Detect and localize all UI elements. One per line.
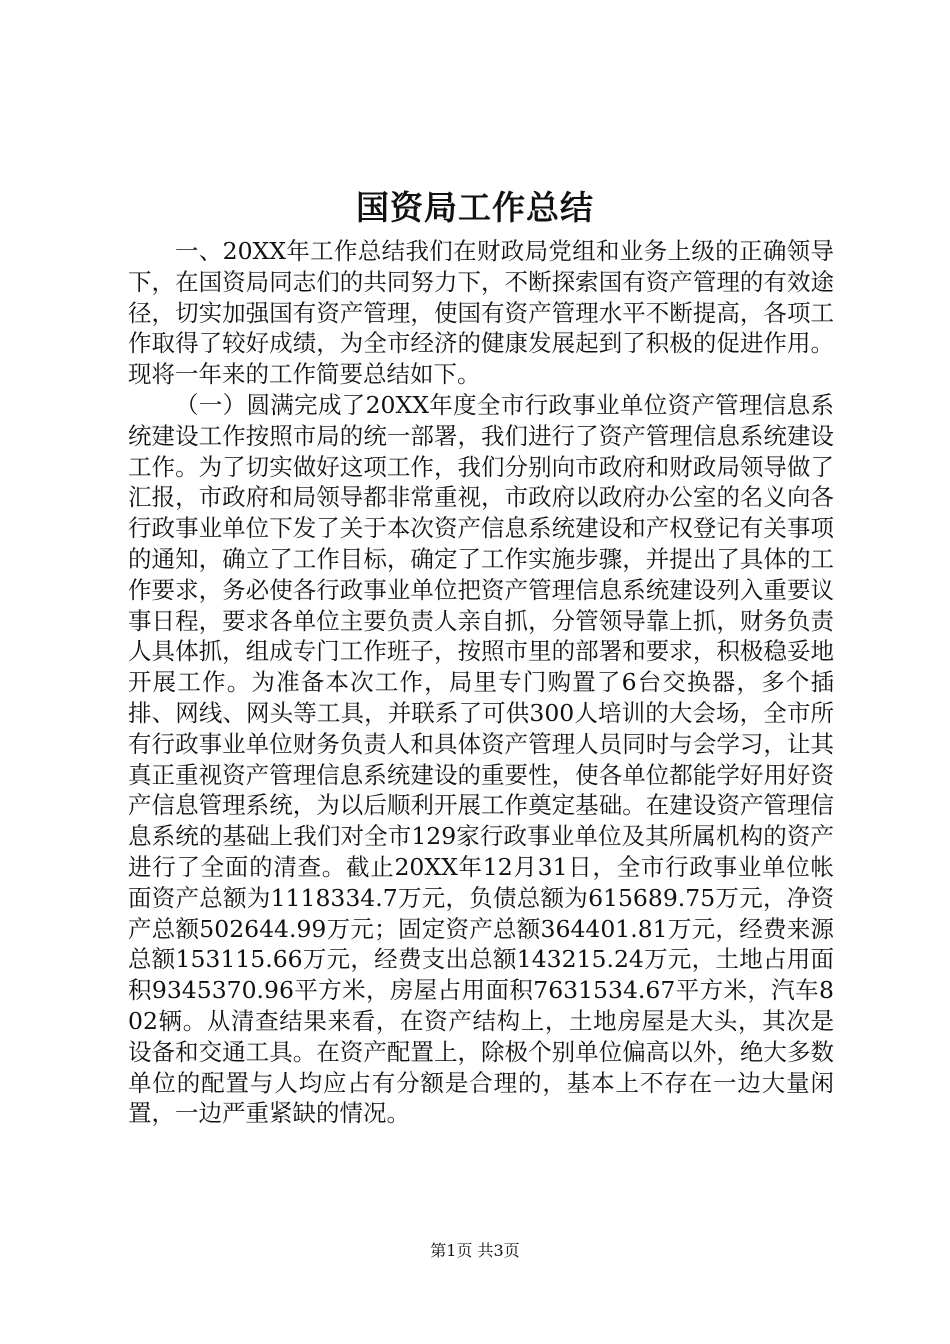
document-body [128,236,834,1129]
paragraph-intro: 一、20XX年工作总结我们在财政局党组和业务上级的正确领导下，在国资局同志们的共同努力下，不断探索国有资产管理的有效途径，切实加强国有资产管理，使国有资产管理水平不断提高，各项工作取得了较好成绩，为全市经济的健康发展起到了积极的促进作用。现将一年来的工作简要总结如下。 [128,237,834,389]
document-title: 国资局工作总结 [356,188,594,227]
paragraph-section-1: （一）圆满完成了20XX年度全市行政事业单位资产管理信息系统建设工作按照市局的统一部署，我们进行了资产管理信息系统建设工作。为了切实做好这项工作，我们分别向市政府和财政局领导做了汇报，市政府和局领导都非常重视，市政府以政府办公室的名义向各行政事业单位下发了关于本次资产信息系统建设和产权登记有关事项的通知，确立了工作目标，确定了工作实施步骤，并提出了具体的工作要求，务必使各行政事业单位把资产管理信息系统建设列入重要议事日程，要求各单位主要负责人亲自抓，分管领导靠上抓，财务负责人具体抓，组成专门工作班子，按照市里的部署和要求，积极稳妥地开展工作。为准备本次工作，局里专门购置了6台交换器，多个插排、网线、网头等工具，并联系了可供300人培训的大会场，全市所有行政事业单位财务负责人和具体资产管理人员同时与会学习，让其真正重视资产管理信息系统建设的重要性，使各单位都能学好用好资产信息管理系统，为以后顺利开展工作奠定基础。在建设资产管理信息系统的基础上我们对全市129家行政事业单位及其所属机构的资产进行了全面的清查。截止20XX年12月31日，全市行政事业单位帐面资产总额为1118334.7万元，负债总额为615689.75万元，净资产总额502644.99万元；固定资产总额364401.81万元，经费来源总额153115.66万元，经费支出总额143215.24万元，土地占用面积9345370.96平方米，房屋占用面积7631534.67平方米，汽车802辆。从清查结果来看，在资产结构上，土地房屋是大头，其次是设备和交通工具。在资产配置上，除极个别单位偏高以外，绝大多数单位的配置与人均应占有分额是合理的，基本上不存在一边大量闲置，一边严重紧缺的情况。 [128,390,834,1128]
page-indicator: 第1页 共3页 [430,1241,520,1260]
page-footer [0,1240,950,1262]
